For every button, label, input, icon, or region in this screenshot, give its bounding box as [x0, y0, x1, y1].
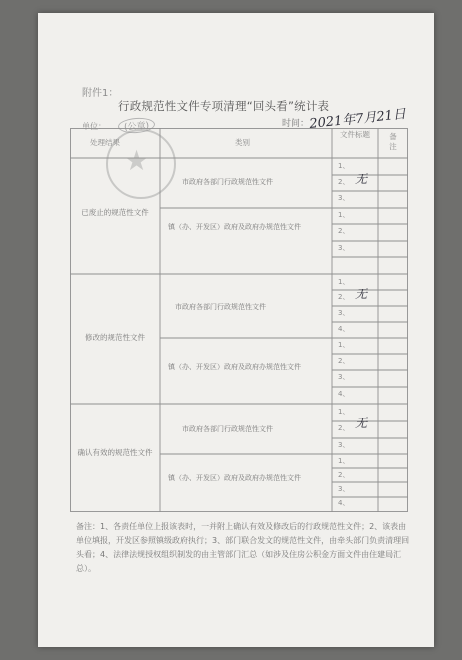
handwritten-date: 2021年7月21日 — [308, 106, 407, 133]
statistics-table — [70, 128, 408, 512]
result-modified: 修改的规范性文件 — [85, 333, 145, 342]
row-number: 3、 — [338, 373, 350, 381]
row-number: 1、 — [338, 408, 350, 416]
category-towns: 镇（办、开发区）政府及政府办规范性文件 — [168, 223, 301, 231]
row-number: 1、 — [338, 278, 350, 286]
row-number: 1、 — [338, 162, 350, 170]
row-number: 2、 — [338, 293, 350, 301]
row-number: 2、 — [338, 424, 350, 432]
handwritten-none-mark: 无 — [355, 416, 368, 430]
row-number: 2、 — [338, 357, 350, 365]
header-remarks: 备注 — [389, 132, 397, 152]
category-city-departments: 市政府各部门行政规范性文件 — [182, 178, 273, 186]
time-label: 时间： — [282, 119, 310, 129]
remarks-notes: 备注：1、各责任单位上报该表时，一并附上确认有效及修改后的行政规范性文件；2、该表由单位填报，开发区参照镇级政府执行；3、部门联合发文的规范性文件，由牵头部门负责清理回头看；4、法律法规授权组织制发的由主管部门汇总（如涉及住房公积金方面文件由住建局汇总）。 — [76, 522, 410, 573]
header-category: 类别 — [235, 138, 250, 147]
row-number: 4、 — [338, 390, 350, 398]
result-confirmed-valid: 确认有效的规范性文件 — [77, 448, 153, 457]
row-number: 2、 — [338, 227, 350, 235]
row-number: 3、 — [338, 485, 350, 493]
row-number: 3、 — [338, 244, 350, 252]
page-title: 行政规范性文件专项清理“回头看”统计表 — [118, 99, 330, 113]
unit-seal-text: (公章) — [118, 117, 156, 135]
header-result: 处理结果 — [90, 138, 120, 147]
row-number: 1、 — [338, 457, 350, 465]
row-number: 1、 — [338, 341, 350, 349]
row-number: 3、 — [338, 441, 350, 449]
handwritten-none-mark: 无 — [355, 172, 368, 186]
attachment-label: 附件1： — [82, 88, 119, 99]
row-number: 2、 — [338, 178, 350, 186]
category-city-departments: 市政府各部门行政规范性文件 — [175, 303, 266, 311]
unit-label: 单位： — [82, 122, 106, 131]
row-number: 4、 — [338, 499, 350, 507]
category-towns: 镇（办、开发区）政府及政府办规范性文件 — [168, 363, 301, 371]
row-number: 4、 — [338, 325, 350, 333]
header-file-title: 文件标题 — [340, 130, 370, 139]
category-city-departments: 市政府各部门行政规范性文件 — [182, 425, 273, 433]
category-towns: 镇（办、开发区）政府及政府办规范性文件 — [168, 474, 301, 482]
row-number: 2、 — [338, 471, 350, 479]
result-abolished: 已废止的规范性文件 — [81, 208, 149, 217]
row-number: 1、 — [338, 211, 350, 219]
handwritten-none-mark: 无 — [355, 287, 368, 301]
seal-star-icon: ★ — [124, 144, 150, 177]
row-number: 3、 — [338, 309, 350, 317]
row-number: 3、 — [338, 194, 350, 202]
